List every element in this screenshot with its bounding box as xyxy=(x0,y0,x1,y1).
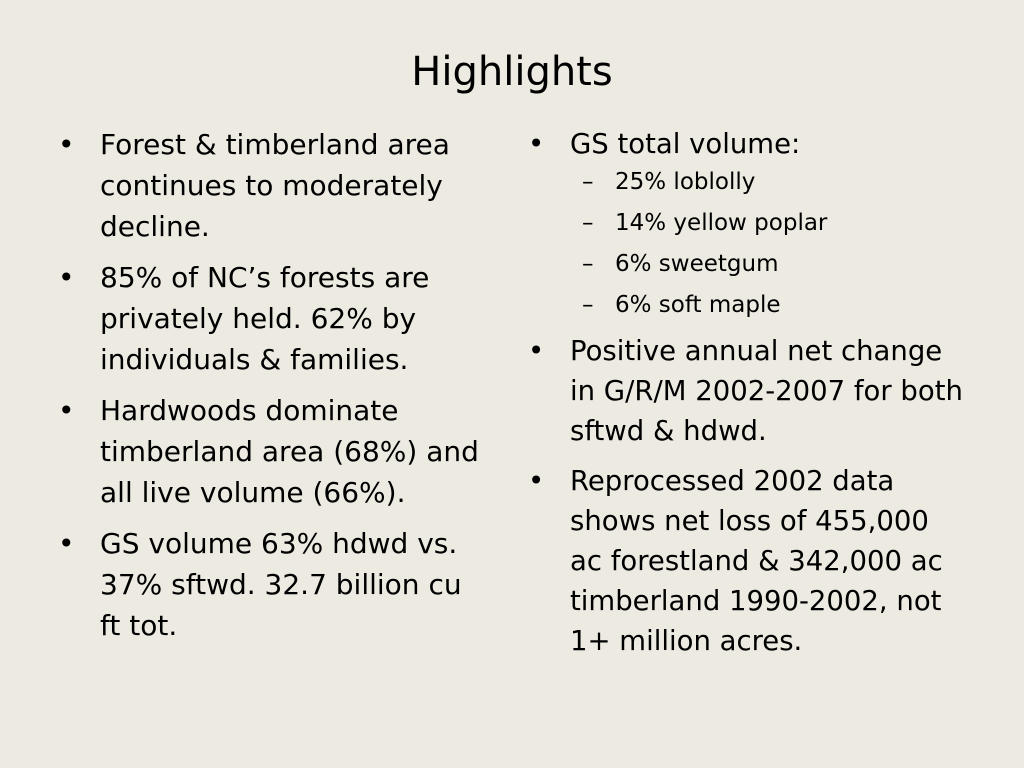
sub-bullet-item xyxy=(570,289,968,321)
bullet-icon: • xyxy=(58,128,75,161)
dash-icon: – xyxy=(582,169,594,195)
bullet-icon: • xyxy=(58,261,75,294)
sub-bullet-list xyxy=(570,166,968,321)
sub-bullet-item xyxy=(570,166,968,198)
sub-bullet-item xyxy=(570,248,968,280)
right-column xyxy=(528,124,968,671)
bullet-item xyxy=(528,461,968,661)
sub-bullet-text: 25% loblolly xyxy=(615,169,756,195)
bullet-text: Forest & timberland area continues to moderately decline. xyxy=(100,128,450,243)
right-bullet-list xyxy=(528,124,968,661)
bullet-text: Positive annual net change in G/R/M 2002-2007 for both sftwd & hdwd. xyxy=(570,335,963,447)
bullet-item xyxy=(58,390,488,513)
bullet-item xyxy=(58,257,488,380)
bullet-icon: • xyxy=(528,465,545,497)
bullet-text: 85% of NC’s forests are privately held. 62% by individuals & families. xyxy=(100,261,430,376)
bullet-text: GS volume 63% hdwd vs. 37% sftwd. 32.7 billion cu ft tot. xyxy=(100,527,462,642)
bullet-icon: • xyxy=(528,128,545,160)
bullet-text: GS total volume: xyxy=(570,128,801,160)
bullet-text: Hardwoods dominate timberland area (68%) and all live volume (66%). xyxy=(100,394,479,509)
sub-bullet-text: 14% yellow poplar xyxy=(615,210,828,236)
bullet-item xyxy=(58,523,488,646)
dash-icon: – xyxy=(582,292,594,318)
sub-bullet-text: 6% sweetgum xyxy=(615,251,779,277)
left-column xyxy=(58,124,488,656)
dash-icon: – xyxy=(582,210,594,236)
sub-bullet-text: 6% soft maple xyxy=(615,292,781,318)
left-bullet-list xyxy=(58,124,488,646)
bullet-icon: • xyxy=(58,527,75,560)
dash-icon: – xyxy=(582,251,594,277)
sub-bullet-item xyxy=(570,207,968,239)
bullet-icon: • xyxy=(58,394,75,427)
slide-title: Highlights xyxy=(411,49,613,95)
bullet-icon: • xyxy=(528,335,545,367)
bullet-item xyxy=(528,331,968,451)
bullet-item xyxy=(58,124,488,247)
bullet-item xyxy=(528,124,968,321)
bullet-text: Reprocessed 2002 data shows net loss of 455,000 ac forestland & 342,000 ac timberland 1990-2002, not 1+ million acres. xyxy=(570,465,943,657)
